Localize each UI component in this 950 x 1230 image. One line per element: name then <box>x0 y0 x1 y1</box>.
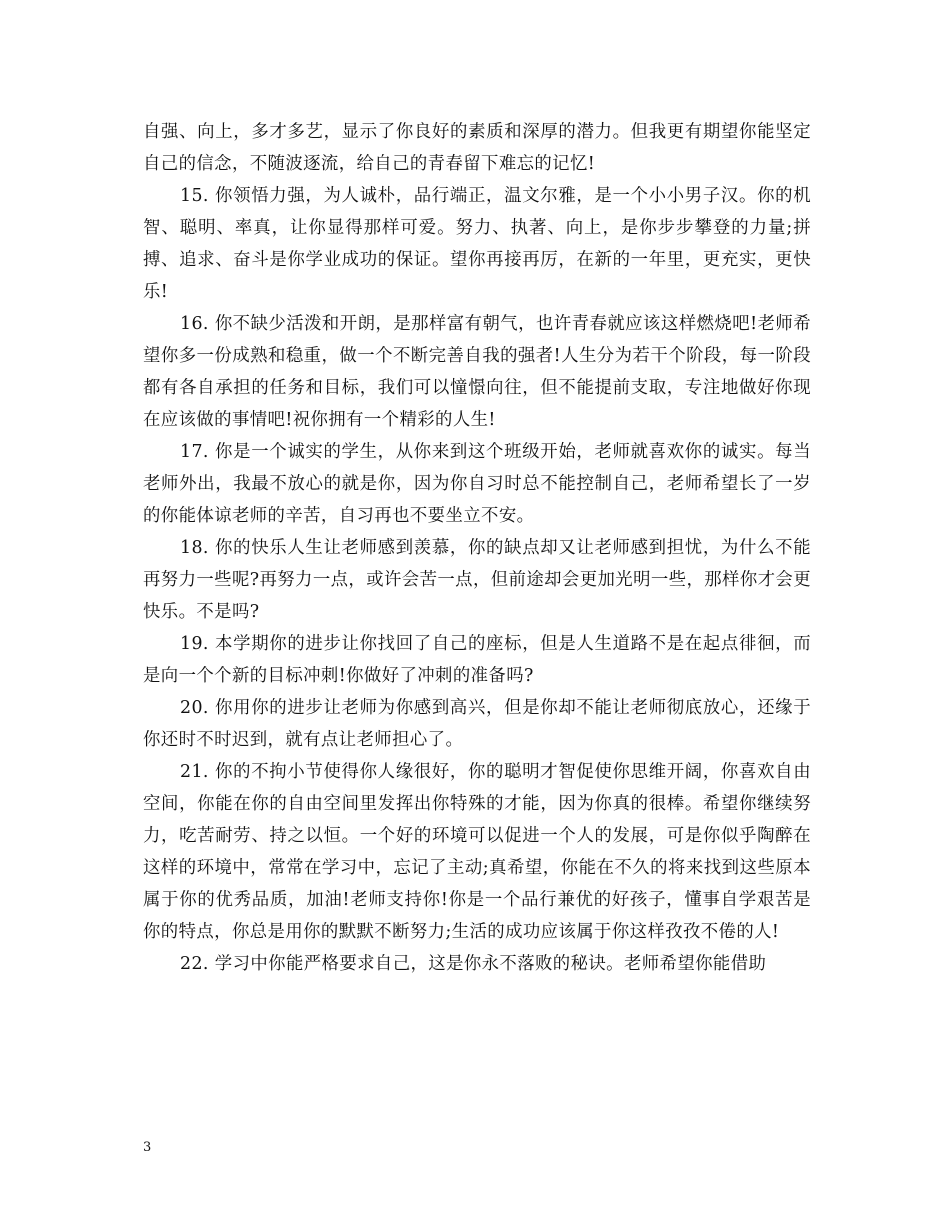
paragraph-20: 20. 你用你的进步让老师为你感到高兴，但是你却不能让老师彻底放心，还缘于你还时不时迟到，就有点让老师担心了。 <box>143 698 811 750</box>
paragraph-16: 16. 你不缺少活泼和开朗，是那样富有朝气，也许青春就应该这样燃烧吧!老师希望你多一份成熟和稳重，做一个不断完善自我的强者!人生分为若干个阶段，每一阶段都有各自承担的任务和目标，我们可以憧憬向往，但不能提前支取，专注地做好你现在应该做的事情吧!祝你拥有一个精彩的人生! <box>143 314 811 430</box>
document-body <box>143 116 811 980</box>
paragraph-15: 15. 你领悟力强，为人诚朴，品行端正，温文尔雅，是一个小小男子汉。你的机智、聪明、率真，让你显得那样可爱。努力、执著、向上，是你步步攀登的力量;拼搏、追求、奋斗是你学业成功的保证。望你再接再厉，在新的一年里，更充实，更快乐! <box>143 186 811 302</box>
paragraph-21: 21. 你的不拘小节使得你人缘很好，你的聪明才智促使你思维开阔，你喜欢自由空间，你能在你的自由空间里发挥出你特殊的才能，因为你真的很棒。希望你继续努力，吃苦耐劳、持之以恒。一个好的环境可以促进一个人的发展，可是你似乎陶醉在这样的环境中，常常在学习中，忘记了主动;真希望，你能在不久的将来找到这些原本属于你的优秀品质，加油!老师支持你!你是一个品行兼优的好孩子，懂事自学艰苦是你的特点，你总是用你的默默不断努力;生活的成功应该属于你这样孜孜不倦的人! <box>143 762 811 942</box>
paragraph-17: 17. 你是一个诚实的学生，从你来到这个班级开始，老师就喜欢你的诚实。每当老师外出，我最不放心的就是你，因为你自习时总不能控制自己，老师希望长了一岁的你能体谅老师的辛苦，自习再也不要坐立不安。 <box>143 442 811 526</box>
page-number: 3 <box>143 1140 152 1155</box>
paragraph-19: 19. 本学期你的进步让你找回了自己的座标，但是人生道路不是在起点徘徊，而是向一个个新的目标冲刺!你做好了冲刺的准备吗? <box>143 634 811 686</box>
paragraph-continuation: 自强、向上，多才多艺，显示了你良好的素质和深厚的潜力。但我更有期望你能坚定自己的信念，不随波逐流，给自己的青春留下难忘的记忆! <box>143 122 811 174</box>
paragraph-18: 18. 你的快乐人生让老师感到羡慕，你的缺点却又让老师感到担忧，为什么不能再努力一些呢?再努力一点，或许会苦一点，但前途却会更加光明一些，那样你才会更快乐。不是吗? <box>143 538 811 622</box>
paragraph-22: 22. 学习中你能严格要求自己，这是你永不落败的秘诀。老师希望你能借助 <box>180 954 767 974</box>
